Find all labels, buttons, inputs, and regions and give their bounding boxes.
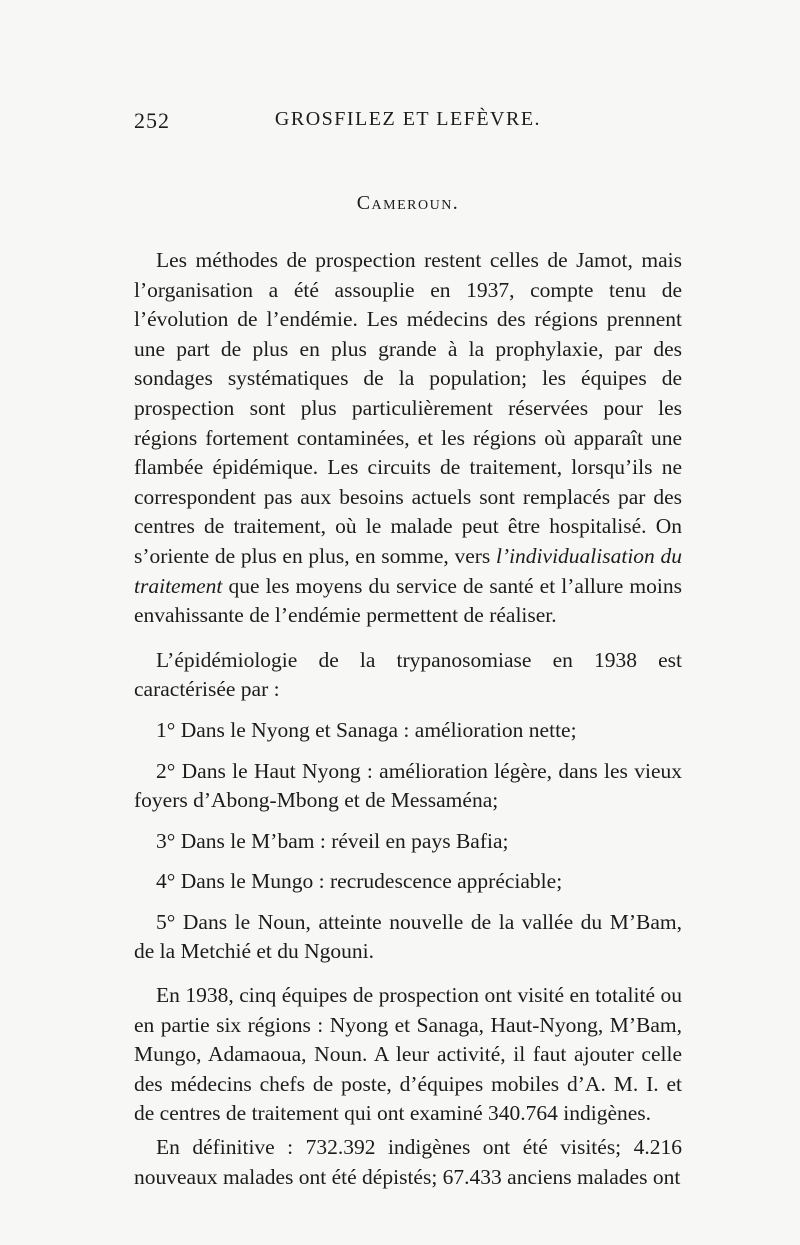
list-item: 1° Dans le Nyong et Sanaga : amélioration nette; bbox=[156, 717, 577, 742]
list-item: 3° Dans le M’bam : réveil en pays Bafia; bbox=[156, 828, 509, 853]
paragraph-intro bbox=[134, 246, 682, 631]
running-head: GROSFILEZ ET LEFÈVRE. bbox=[274, 108, 542, 130]
paragraph-intro-text: Les méthodes de prospection restent celles de Jamot, mais l’organisation a été assouplie en 1937, compte tenu de l’évolution de l’endémie. Les médecins des régions prennent une part de plus en plus grande à la prophylaxie, par des sondages systématiques de la population; les équipes de prospection sont plus particulièrement réservées pour les régions fortement contaminées, et les régions où apparaît une flambée épidémique. Les circuits de traitement, lorsqu’ils ne correspondent pas aux besoins actuels sont remplacés par des centres de traitement, où le malade peut être hospitalisé. On s’oriente de plus en plus, en somme, vers bbox=[134, 248, 682, 568]
section-title: Cameroun. bbox=[356, 192, 460, 214]
paragraph-teams: En 1938, cinq équipes de prospection ont visité en totalité ou en partie six régions : Nyong et Sanaga, Haut-Nyong, M’Bam, Mungo, Adamaoua, Noun. A leur activité, il faut ajouter celle des médecins chefs de poste, d’équipes mobiles d’A. M. I. et de centres de traitement qui ont examiné 340.764 indigènes. bbox=[134, 983, 682, 1126]
page-number: 252 bbox=[134, 108, 170, 133]
paragraph-summary: En définitive : 732.392 indigènes ont été visités; 4.216 nouveaux malades ont été dépistés; 67.433 anciens malades ont bbox=[134, 1135, 682, 1189]
list-item: 5° Dans le Noun, atteinte nouvelle de la vallée du M’Bam, de la Metchié et du Ngouni. bbox=[134, 909, 682, 964]
paragraph-intro-end: que les moyens du service de santé et l’allure moins envahissante de l’endémie permettent de réaliser. bbox=[134, 573, 682, 628]
page-header bbox=[134, 108, 682, 138]
paragraph-intro-italic: l’individualisation du traitement bbox=[134, 543, 682, 598]
list-item: 2° Dans le Haut Nyong : amélioration légère, dans les vieux foyers d’Abong-Mbong et de Messaména; bbox=[134, 758, 682, 813]
body-text bbox=[134, 246, 682, 1192]
list-item: 4° Dans le Mungo : recrudescence appréciable; bbox=[156, 869, 563, 894]
paragraph-epidemiology: L’épidémiologie de la trypanosomiase en 1938 est caractérisée par : bbox=[134, 647, 682, 702]
